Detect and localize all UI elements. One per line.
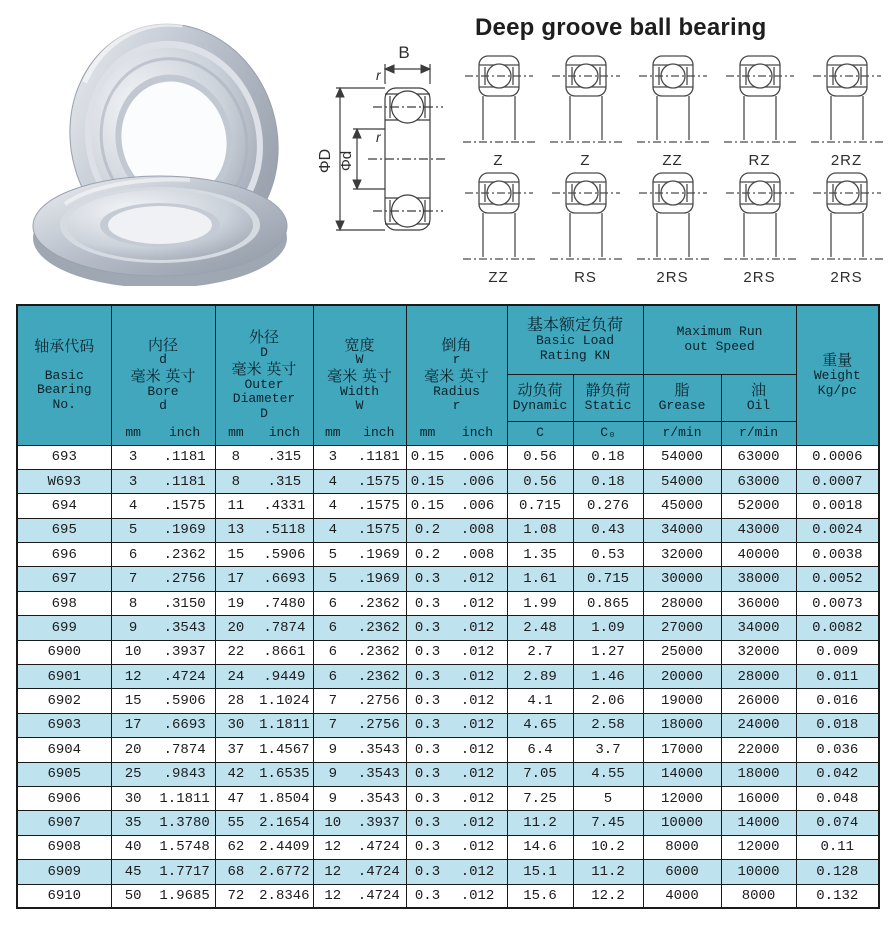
table-cell: 0.2 .008: [406, 543, 507, 567]
table-cell: 0.3 .012: [406, 762, 507, 786]
table-cell: 7.45: [573, 811, 643, 835]
table-cell: 11.2: [573, 860, 643, 884]
table-row: [17, 689, 879, 713]
table-cell: 0.0052: [796, 567, 879, 591]
table-row: [17, 811, 879, 835]
bearing-type-diagram: [629, 169, 716, 286]
bearing-cross-section-icon: [461, 169, 537, 269]
table-cell: 10 .3937: [313, 811, 406, 835]
table-cell: 0.56: [507, 469, 573, 493]
table-cell: 34000: [643, 518, 721, 542]
header-unit-c0: C₀: [573, 421, 643, 445]
table-cell: 0.128: [796, 860, 879, 884]
header-basic-load-group: 基本额定负荷 Basic Load Rating KN: [507, 305, 643, 374]
dim-label-phi-d-outer: ΦD: [317, 148, 334, 174]
bearing-type-label: Z: [580, 152, 591, 169]
table-cell: 0.0006: [796, 445, 879, 469]
bearing-type-label: ZZ: [488, 269, 509, 286]
table-cell: 0.15 .006: [406, 445, 507, 469]
table-cell: 14000: [643, 762, 721, 786]
table-cell: 15.6: [507, 884, 573, 908]
table-cell: 0.715: [507, 494, 573, 518]
table-row: [17, 786, 879, 810]
bearing-cross-section-icon: [548, 52, 624, 152]
cell-bearing-no: 699: [17, 616, 111, 640]
hero-section: [0, 0, 895, 298]
table-cell: 6 .2362: [313, 591, 406, 615]
table-cell: 4 .1575: [313, 518, 406, 542]
table-cell: 0.0018: [796, 494, 879, 518]
table-cell: 20 .7874: [215, 616, 313, 640]
bearing-type-diagram: [455, 52, 542, 169]
header-oil: 油 Oil: [721, 374, 796, 421]
table-cell: 18000: [721, 762, 796, 786]
table-cell: 3 .1181: [111, 469, 215, 493]
table-cell: 14.6: [507, 835, 573, 859]
table-cell: 4.1: [507, 689, 573, 713]
table-cell: 0.18: [573, 469, 643, 493]
lying-bearing: [33, 176, 287, 286]
table-cell: 40 1.5748: [111, 835, 215, 859]
table-cell: 0.43: [573, 518, 643, 542]
table-row: [17, 518, 879, 542]
header-radius: 倒角 r 毫米 英寸 Radius r mm inch: [406, 305, 507, 445]
table-cell: 68 2.6772: [215, 860, 313, 884]
table-cell: 47 1.8504: [215, 786, 313, 810]
table-cell: 20000: [643, 665, 721, 689]
table-cell: 0.074: [796, 811, 879, 835]
bearing-type-label: 2RS: [743, 269, 776, 286]
header-unit-c: C: [507, 421, 573, 445]
table-row: [17, 640, 879, 664]
table-cell: 12 .4724: [313, 884, 406, 908]
cell-bearing-no: 696: [17, 543, 111, 567]
cell-bearing-no: 694: [17, 494, 111, 518]
table-cell: 7 .2756: [313, 713, 406, 737]
table-cell: 40000: [721, 543, 796, 567]
table-cell: 12 .4724: [111, 665, 215, 689]
bearing-type-label: 2RS: [830, 269, 863, 286]
header-unit-oil: r/min: [721, 421, 796, 445]
table-cell: 6 .2362: [313, 665, 406, 689]
cell-bearing-no: 6910: [17, 884, 111, 908]
table-cell: 0.3 .012: [406, 835, 507, 859]
table-cell: 0.865: [573, 591, 643, 615]
dim-label-r2: r: [376, 129, 381, 145]
table-cell: 0.3 .012: [406, 884, 507, 908]
table-row: [17, 762, 879, 786]
table-cell: 0.018: [796, 713, 879, 737]
table-cell: 5 .1969: [313, 567, 406, 591]
bearing-type-diagram: [803, 52, 890, 169]
table-cell: 25 .9843: [111, 762, 215, 786]
header-outer-diameter: 外径 D 毫米 英寸 Outer Diameter D mm inch: [215, 305, 313, 445]
table-cell: 0.0073: [796, 591, 879, 615]
table-cell: 43000: [721, 518, 796, 542]
bearing-types-block: [455, 6, 895, 286]
table-cell: 0.0038: [796, 543, 879, 567]
bearing-cross-section-icon: [635, 169, 711, 269]
table-cell: 4 .1575: [111, 494, 215, 518]
table-cell: 5 .1969: [313, 543, 406, 567]
table-row: [17, 738, 879, 762]
table-cell: 32000: [643, 543, 721, 567]
table-cell: 12.2: [573, 884, 643, 908]
header-unit-grease: r/min: [643, 421, 721, 445]
table-cell: 4 .1575: [313, 494, 406, 518]
table-cell: 14000: [721, 811, 796, 835]
table-cell: 0.3 .012: [406, 811, 507, 835]
header-weight: 重量 Weight Kg/pc: [796, 305, 879, 445]
bearing-type-label: 2RZ: [830, 152, 863, 169]
header-dynamic-load: 动负荷 Dynamic: [507, 374, 573, 421]
cell-bearing-no: 6908: [17, 835, 111, 859]
cell-bearing-no: 695: [17, 518, 111, 542]
table-row: [17, 445, 879, 469]
table-cell: 1.46: [573, 665, 643, 689]
table-cell: 2.7: [507, 640, 573, 664]
table-cell: 0.276: [573, 494, 643, 518]
cell-bearing-no: 6900: [17, 640, 111, 664]
table-row: [17, 469, 879, 493]
cell-bearing-no: 6906: [17, 786, 111, 810]
table-cell: 26000: [721, 689, 796, 713]
page-title: Deep groove ball bearing: [475, 14, 767, 41]
table-cell: 30000: [643, 567, 721, 591]
table-cell: 22000: [721, 738, 796, 762]
table-cell: 27000: [643, 616, 721, 640]
table-cell: 0.18: [573, 445, 643, 469]
bearing-cross-section-icon: [722, 52, 798, 152]
table-cell: 1.09: [573, 616, 643, 640]
cell-bearing-no: 6901: [17, 665, 111, 689]
bearing-type-diagram: [716, 52, 803, 169]
table-cell: 1.61: [507, 567, 573, 591]
table-cell: 0.132: [796, 884, 879, 908]
table-cell: 8000: [721, 884, 796, 908]
table-cell: 0.048: [796, 786, 879, 810]
header-width: 宽度 W 毫米 英寸 Width W mm inch: [313, 305, 406, 445]
table-cell: 4 .1575: [313, 469, 406, 493]
table-cell: 0.009: [796, 640, 879, 664]
table-cell: 1.08: [507, 518, 573, 542]
table-cell: 0.15 .006: [406, 469, 507, 493]
table-cell: 45 1.7717: [111, 860, 215, 884]
table-cell: 0.53: [573, 543, 643, 567]
table-cell: 20 .7874: [111, 738, 215, 762]
table-cell: 0.715: [573, 567, 643, 591]
table-cell: 17 .6693: [215, 567, 313, 591]
table-cell: 8 .315: [215, 445, 313, 469]
table-row: [17, 884, 879, 908]
table-cell: 1.35: [507, 543, 573, 567]
table-cell: 17 .6693: [111, 713, 215, 737]
table-cell: 45000: [643, 494, 721, 518]
table-cell: 11 .4331: [215, 494, 313, 518]
table-row: [17, 665, 879, 689]
table-cell: 15 .5906: [111, 689, 215, 713]
bearing-cross-section-icon: [635, 52, 711, 152]
table-cell: 37 1.4567: [215, 738, 313, 762]
table-cell: 0.036: [796, 738, 879, 762]
table-cell: 6 .2362: [313, 616, 406, 640]
table-cell: 2.58: [573, 713, 643, 737]
table-cell: 12 .4724: [313, 860, 406, 884]
table-cell: 34000: [721, 616, 796, 640]
table-cell: 19 .7480: [215, 591, 313, 615]
table-cell: 0.016: [796, 689, 879, 713]
table-cell: 12000: [721, 835, 796, 859]
table-cell: 0.3 .012: [406, 640, 507, 664]
table-cell: 6000: [643, 860, 721, 884]
bearing-type-label: Z: [493, 152, 504, 169]
table-cell: 16000: [721, 786, 796, 810]
dim-label-r1: r: [376, 67, 381, 83]
table-cell: 2.48: [507, 616, 573, 640]
table-cell: 4000: [643, 884, 721, 908]
table-cell: 63000: [721, 445, 796, 469]
table-cell: 0.3 .012: [406, 567, 507, 591]
cell-bearing-no: 6909: [17, 860, 111, 884]
bearing-cross-section-icon: [548, 169, 624, 269]
table-cell: 0.042: [796, 762, 879, 786]
table-cell: 3 .1181: [111, 445, 215, 469]
table-cell: 22 .8661: [215, 640, 313, 664]
table-cell: 38000: [721, 567, 796, 591]
table-cell: 9 .3543: [313, 738, 406, 762]
header-bore: 内径 d 毫米 英寸 Bore d mm inch: [111, 305, 215, 445]
table-cell: 11.2: [507, 811, 573, 835]
table-cell: 62 2.4409: [215, 835, 313, 859]
table-cell: 9 .3543: [313, 762, 406, 786]
table-cell: 6 .2362: [111, 543, 215, 567]
table-cell: 17000: [643, 738, 721, 762]
bearing-type-row-1: [455, 52, 895, 169]
table-row: [17, 543, 879, 567]
bearing-cross-section-icon: [809, 52, 885, 152]
table-cell: 10000: [643, 811, 721, 835]
table-cell: 18000: [643, 713, 721, 737]
bearing-type-label: 2RS: [656, 269, 689, 286]
table-cell: 0.0024: [796, 518, 879, 542]
table-cell: 7.25: [507, 786, 573, 810]
table-cell: 0.56: [507, 445, 573, 469]
bearing-cross-section-icon: [461, 52, 537, 152]
table-cell: 8 .315: [215, 469, 313, 493]
table-cell: 4.65: [507, 713, 573, 737]
table-row: [17, 835, 879, 859]
table-row: [17, 567, 879, 591]
header-grease: 脂 Grease: [643, 374, 721, 421]
dim-label-b: B: [398, 43, 410, 62]
table-cell: 54000: [643, 469, 721, 493]
table-cell: 0.3 .012: [406, 665, 507, 689]
bearing-type-label: RS: [574, 269, 597, 286]
table-cell: 7 .2756: [313, 689, 406, 713]
table-cell: 0.11: [796, 835, 879, 859]
table-row: [17, 860, 879, 884]
header-static-load: 静负荷 Static: [573, 374, 643, 421]
table-cell: 13 .5118: [215, 518, 313, 542]
table-cell: 19000: [643, 689, 721, 713]
bearing-cross-section-icon: [722, 169, 798, 269]
bearing-type-label: ZZ: [662, 152, 683, 169]
table-cell: 0.3 .012: [406, 860, 507, 884]
table-cell: 0.3 .012: [406, 616, 507, 640]
table-cell: 35 1.3780: [111, 811, 215, 835]
table-cell: 0.3 .012: [406, 713, 507, 737]
table-row: [17, 494, 879, 518]
table-cell: 55 2.1654: [215, 811, 313, 835]
cell-bearing-no: 697: [17, 567, 111, 591]
bearing-type-label: RZ: [748, 152, 771, 169]
cell-bearing-no: 698: [17, 591, 111, 615]
table-cell: 72 2.8346: [215, 884, 313, 908]
table-cell: 30 1.1811: [215, 713, 313, 737]
bearing-type-diagram: [542, 169, 629, 286]
table-cell: 4.55: [573, 762, 643, 786]
spec-table: [16, 304, 880, 909]
cell-bearing-no: W693: [17, 469, 111, 493]
bearing-type-diagram: [455, 169, 542, 286]
table-cell: 7 .2756: [111, 567, 215, 591]
table-cell: 2.89: [507, 665, 573, 689]
table-cell: 10000: [721, 860, 796, 884]
table-cell: 50 1.9685: [111, 884, 215, 908]
table-cell: 12 .4724: [313, 835, 406, 859]
table-cell: 0.011: [796, 665, 879, 689]
cell-bearing-no: 6904: [17, 738, 111, 762]
table-cell: 6 .2362: [313, 640, 406, 664]
bearing-type-diagram: [629, 52, 716, 169]
bearing-type-diagram: [716, 169, 803, 286]
table-row: [17, 591, 879, 615]
cell-bearing-no: 6903: [17, 713, 111, 737]
table-cell: 0.3 .012: [406, 786, 507, 810]
table-cell: 15 .5906: [215, 543, 313, 567]
table-cell: 36000: [721, 591, 796, 615]
bearing-type-row-2: [455, 169, 895, 286]
spec-table-header: [17, 305, 879, 445]
table-cell: 24000: [721, 713, 796, 737]
table-cell: 2.06: [573, 689, 643, 713]
dim-label-phi-d-inner: Φd: [338, 150, 355, 172]
cell-bearing-no: 693: [17, 445, 111, 469]
cell-bearing-no: 6905: [17, 762, 111, 786]
table-cell: 1.27: [573, 640, 643, 664]
table-cell: 6.4: [507, 738, 573, 762]
table-cell: 0.3 .012: [406, 689, 507, 713]
table-cell: 25000: [643, 640, 721, 664]
table-cell: 0.0082: [796, 616, 879, 640]
table-cell: 9 .3543: [313, 786, 406, 810]
table-cell: 42 1.6535: [215, 762, 313, 786]
bearing-cross-section-icon: [809, 169, 885, 269]
bearing-type-diagram: [803, 169, 890, 286]
cell-bearing-no: 6902: [17, 689, 111, 713]
table-cell: 30 1.1811: [111, 786, 215, 810]
cell-bearing-no: 6907: [17, 811, 111, 835]
table-cell: 63000: [721, 469, 796, 493]
table-cell: 12000: [643, 786, 721, 810]
table-row: [17, 616, 879, 640]
bearing-type-diagram: [542, 52, 629, 169]
table-cell: 0.2 .008: [406, 518, 507, 542]
table-cell: 28 1.1024: [215, 689, 313, 713]
table-cell: 5: [573, 786, 643, 810]
table-row: [17, 713, 879, 737]
table-cell: 7.05: [507, 762, 573, 786]
table-cell: 28000: [721, 665, 796, 689]
table-cell: 10.2: [573, 835, 643, 859]
table-cell: 5 .1969: [111, 518, 215, 542]
table-cell: 28000: [643, 591, 721, 615]
header-bearing-zh: 轴承代码: [34, 337, 95, 356]
table-cell: 0.15 .006: [406, 494, 507, 518]
table-cell: 3.7: [573, 738, 643, 762]
header-bearing-no: 轴承代码 Basic Bearing No.: [17, 305, 111, 445]
table-cell: 32000: [721, 640, 796, 664]
bearing-photo: [12, 2, 302, 286]
header-speed-group: Maximum Run out Speed: [643, 305, 796, 374]
table-cell: 0.3 .012: [406, 738, 507, 762]
table-cell: 3 .1181: [313, 445, 406, 469]
table-cell: 0.3 .012: [406, 591, 507, 615]
table-cell: 1.99: [507, 591, 573, 615]
table-cell: 24 .9449: [215, 665, 313, 689]
table-cell: 54000: [643, 445, 721, 469]
spec-table-body: [17, 445, 879, 908]
table-cell: 8000: [643, 835, 721, 859]
table-cell: 8 .3150: [111, 591, 215, 615]
dimension-drawing: [296, 26, 464, 270]
table-cell: 10 .3937: [111, 640, 215, 664]
table-cell: 15.1: [507, 860, 573, 884]
table-cell: 9 .3543: [111, 616, 215, 640]
table-cell: 52000: [721, 494, 796, 518]
table-cell: 0.0007: [796, 469, 879, 493]
